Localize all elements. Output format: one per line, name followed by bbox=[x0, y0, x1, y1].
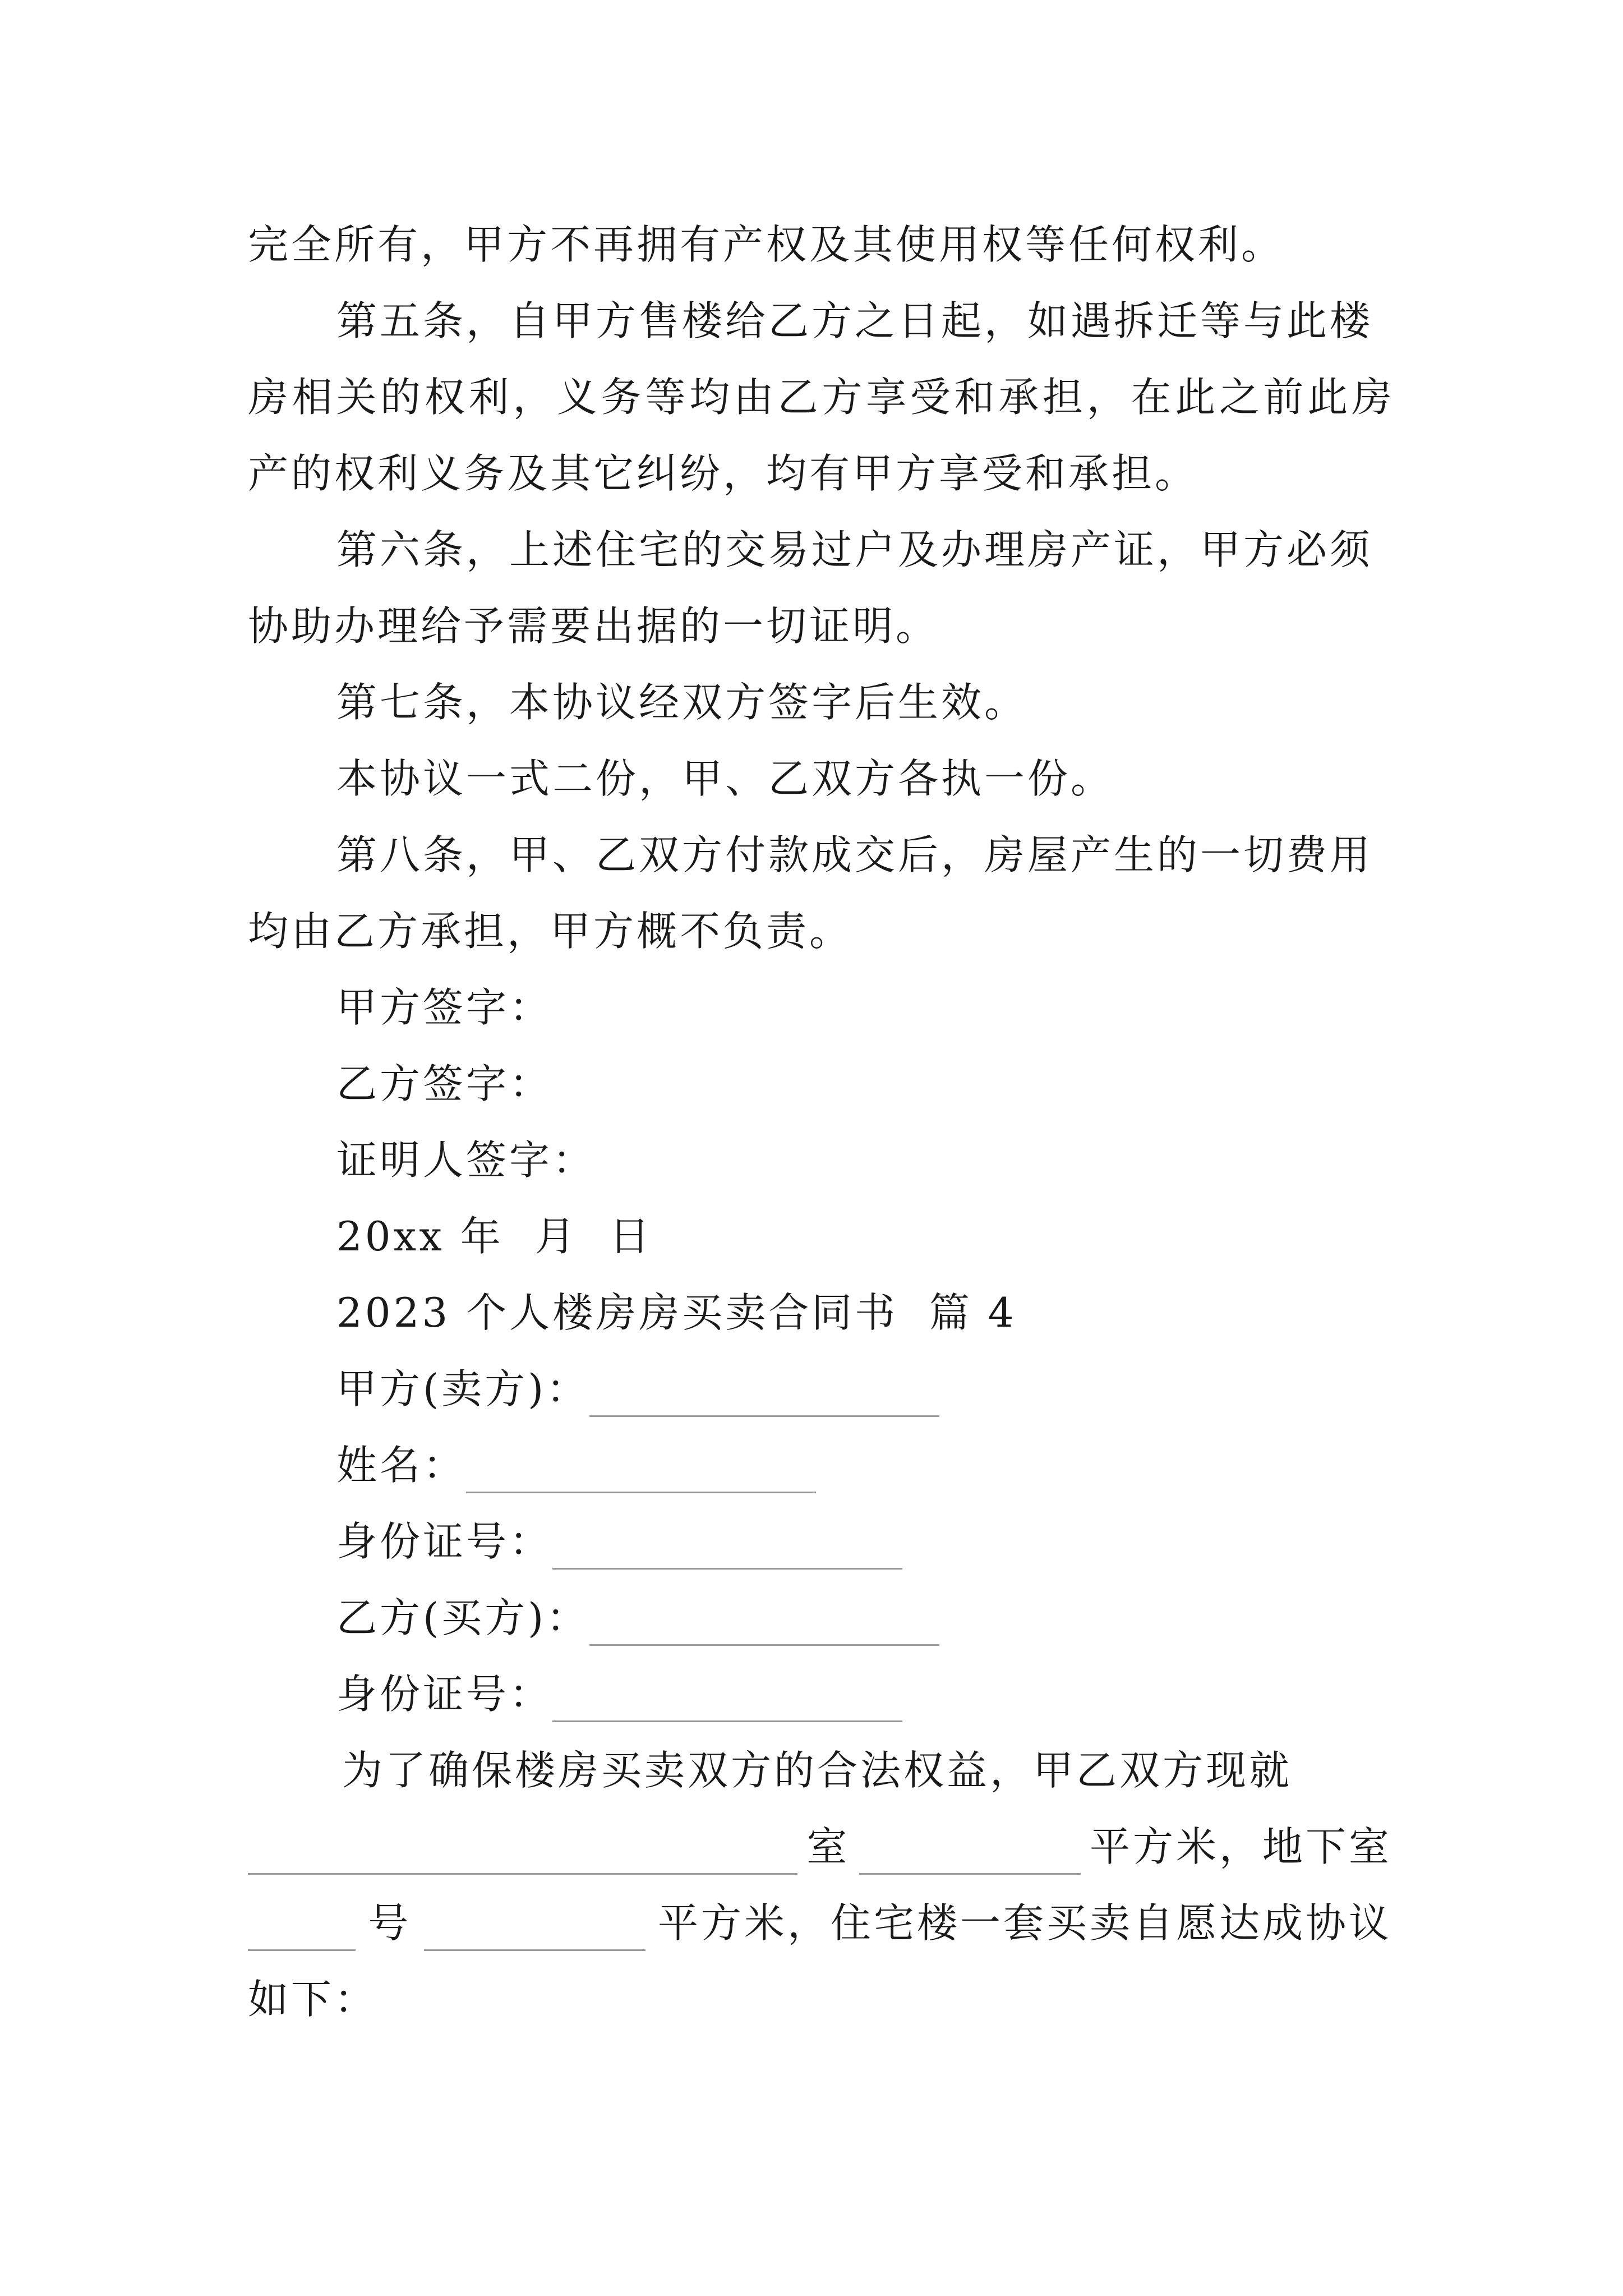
basement-number-blank bbox=[248, 1906, 356, 1951]
copies-clause: 本协议一式二份，甲、乙双方各执一份。 bbox=[336, 755, 1114, 802]
seller-id-blank bbox=[552, 1524, 902, 1570]
name-label: 姓名： bbox=[336, 1442, 467, 1489]
intro-line-1: 为了确保楼房买卖双方的合法权益，甲乙双方现就 bbox=[342, 1747, 1293, 1794]
seller-blank bbox=[589, 1372, 939, 1417]
article-6-line-1: 第六条，上述住宅的交易过户及办理房产证，甲方必须 bbox=[336, 526, 1373, 573]
seller-row bbox=[336, 1361, 1392, 1417]
article-5-line-3: 产的权利义务及其它纠纷，均有甲方享受和承担。 bbox=[248, 450, 1198, 497]
address-blank bbox=[248, 1829, 797, 1875]
room-label: 室 bbox=[806, 1823, 850, 1870]
buyer-id-blank bbox=[552, 1677, 902, 1722]
room-area-blank bbox=[859, 1829, 1081, 1875]
article-6-line-2: 协助办理给予需要出据的一切证明。 bbox=[248, 602, 939, 650]
seller-id-row bbox=[336, 1513, 1392, 1570]
article-5-line-2: 房相关的权利，义务等均由乙方享受和承担，在此之前此房 bbox=[248, 374, 1392, 421]
article-7: 第七条，本协议经双方签字后生效。 bbox=[336, 679, 1028, 726]
buyer-id-row bbox=[336, 1666, 1392, 1722]
name-row bbox=[336, 1437, 1392, 1493]
number-label: 号 bbox=[368, 1899, 412, 1947]
section-heading: 2023 个人楼房房买卖合同书 篇 4 bbox=[336, 1289, 1017, 1336]
paragraph-line: 完全所有，甲方不再拥有产权及其使用权等任何权利。 bbox=[248, 221, 1285, 268]
party-b-signature: 乙方签字： bbox=[336, 1060, 553, 1107]
buyer-id-label: 身份证号： bbox=[336, 1671, 553, 1718]
signature-date: 20xx 年 月 日 bbox=[336, 1213, 653, 1260]
article-8-line-1: 第八条，甲、乙双方付款成交后，房屋产生的一切费用 bbox=[336, 831, 1373, 878]
sqm-basement-label: 平方米，地下室 bbox=[1089, 1823, 1392, 1870]
article-8-line-2: 均由乙方承担，甲方概不负责。 bbox=[248, 908, 853, 955]
name-blank bbox=[466, 1448, 816, 1493]
sqm-agreement-label: 平方米，住宅楼一套买卖自愿达成协议 bbox=[657, 1899, 1392, 1947]
seller-label: 甲方(卖方)： bbox=[336, 1365, 590, 1412]
buyer-row bbox=[336, 1590, 1392, 1646]
article-5-line-1: 第五条，自甲方售楼给乙方之日起，如遇拆迁等与此楼 bbox=[336, 297, 1373, 344]
party-a-signature: 甲方签字： bbox=[336, 984, 553, 1031]
buyer-label: 乙方(买方)： bbox=[336, 1594, 590, 1641]
buyer-blank bbox=[589, 1600, 939, 1646]
basement-area-blank bbox=[424, 1906, 645, 1951]
witness-signature: 证明人签字： bbox=[336, 1137, 596, 1184]
as-follows: 如下： bbox=[248, 1976, 378, 2023]
property-row-1 bbox=[248, 1819, 1392, 1875]
property-row-2 bbox=[248, 1895, 1392, 1951]
seller-id-label: 身份证号： bbox=[336, 1518, 553, 1565]
